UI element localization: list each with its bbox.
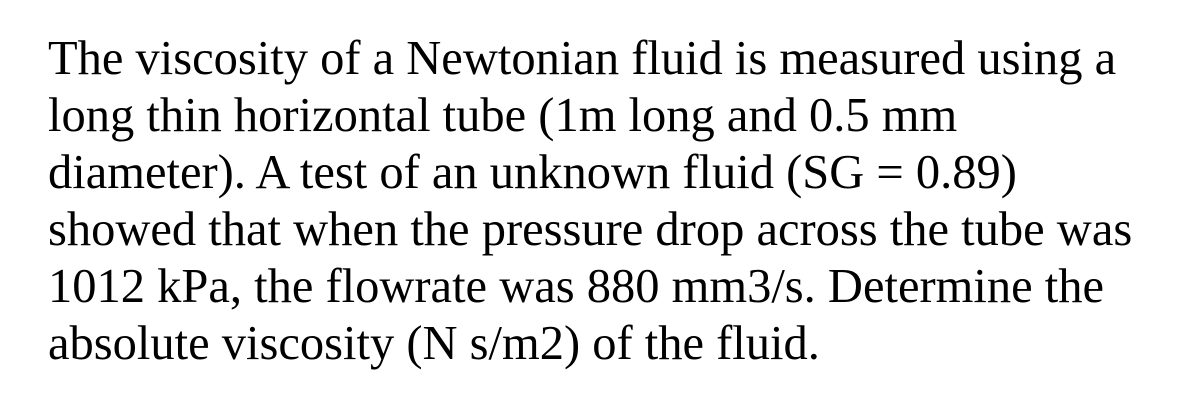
problem-text bbox=[48, 30, 1188, 372]
problem-line: showed that when the pressure drop across the tube was bbox=[48, 203, 1133, 256]
problem-line: long thin horizontal tube (1m long and 0.5 mm bbox=[48, 89, 958, 142]
problem-line: The viscosity of a Newtonian fluid is measured using a bbox=[48, 32, 1117, 85]
problem-line: absolute viscosity (N s/m2) of the fluid. bbox=[48, 317, 820, 370]
problem-line: 1012 kPa, the flowrate was 880 mm3/s. Determine the bbox=[48, 260, 1104, 313]
problem-line: diameter). A test of an unknown fluid (SG = 0.89) bbox=[48, 146, 1017, 199]
